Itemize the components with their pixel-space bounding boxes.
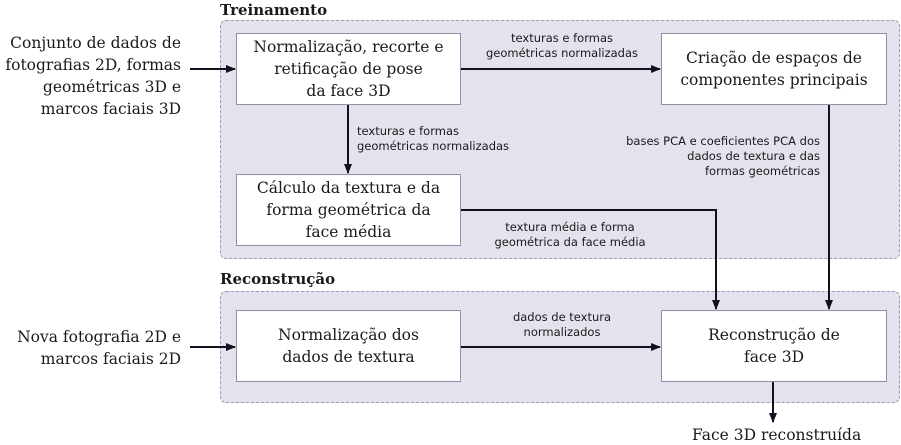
texture-normalization-box: [236, 310, 461, 382]
normalization-box: [236, 33, 461, 105]
reconstruction-box-label: Reconstrução de face 3D: [708, 326, 840, 366]
reconstruction-section-title: Reconstrução: [220, 270, 336, 288]
edge-label-pca-to-recon: bases PCA e coeficientes PCA dos dados de textura e das formas geométricas: [626, 134, 820, 178]
training-input-text: Conjunto de dados de fotografias 2D, formas geométricas 3D e marcos faciais 3D: [5, 34, 181, 118]
mean-face-box: [236, 174, 461, 246]
edge-label-norm-to-pca: texturas e formas geométricas normalizadas: [485, 31, 639, 60]
edge-label-mean-to-recon: textura média e forma geométrica da face média: [494, 220, 646, 249]
pca-spaces-box: [661, 33, 887, 105]
normalization-box-label: Normalização, recorte e retificação de pose da face 3D: [253, 38, 444, 100]
edge-label-norm-to-mean: texturas e formas geométricas normalizadas: [357, 124, 510, 153]
output-text: Face 3D reconstruída: [692, 426, 862, 444]
training-section-title: Treinamento: [220, 1, 328, 19]
pca-spaces-box-label: Criação de espaços de componentes principais: [680, 49, 868, 89]
reconstruction-box: [661, 310, 887, 382]
edge-label-texnorm-to-recon: dados de textura normalizados: [512, 310, 612, 339]
reconstruction-input-text: Nova fotografia 2D e marcos faciais 2D: [17, 328, 181, 368]
texture-normalization-box-label: Normalização dos dados de textura: [278, 326, 419, 366]
mean-face-box-label: Cálculo da textura e da forma geométrica da face média: [256, 179, 441, 241]
